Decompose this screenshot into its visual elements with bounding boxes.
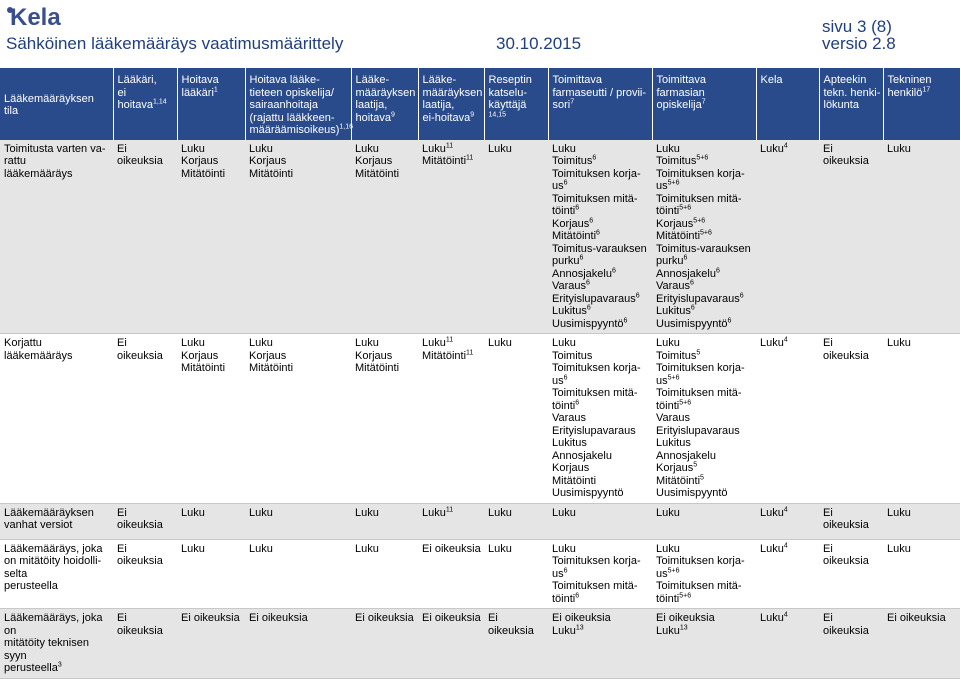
table-cell: Luku (883, 140, 960, 334)
table-cell: Luku Toimitus$^6$ Toimituksen korja- $us^6$ Toimituksen mitä- töinti$^6$ Korjaus$^6$ Mitätöinti$^6$ Toimitus-varauksen purku$^6$ Annosjakelu$^6$ Varaus$^6$ Erityislupavaraus$^6$ Lukitus$^6$ Uusimispyyntö$^6$ (548, 140, 652, 334)
table-cell: Ei oikeuksia (883, 609, 960, 679)
table-row (0, 334, 960, 504)
permissions-table (0, 68, 961, 679)
table-cell: Luku Korjaus Mitätöinti (181, 337, 226, 374)
col-header-viewer: Reseptin katselu- käyttäjä $^{14,15}$ (484, 68, 548, 140)
table-cell: Luku$^{11}$ (418, 503, 484, 539)
table-cell: Luku Korjaus Mitätöinti (245, 140, 351, 334)
table-cell: Luku Toimitus Toimituksen korja- $us^6$ Toimituksen mitä- töinti$^6$ Varaus Erityislupavaraus Lukitus Annosjakelu Korjaus Mitätöinti Uusimispyyntö (552, 337, 641, 499)
table-cell: Luku (652, 503, 756, 539)
col-header-author-nontreating: Lääke- määräyksen laatija, ei-hoitava$^9$ (418, 68, 484, 140)
table-cell: Ei oikeuksia (113, 503, 177, 539)
col-header-student-nurse: Hoitava lääke- tieteen opiskelija/ sairaanhoitaja (rajattu lääkkeen- määräämisoikeus)$^{1,16}$ (245, 68, 351, 140)
table-cell: Luku (181, 542, 205, 555)
row-label: Lääkemääräys, joka on mitätöity teknisen syyn perusteella$^3$ (0, 609, 113, 679)
table-cell: Luku (887, 542, 911, 555)
logo-text: Kela (10, 4, 61, 31)
table-cell: Luku (351, 503, 418, 539)
table-cell: Luku (245, 503, 351, 539)
table-cell: Luku (488, 337, 512, 349)
table-cell: Ei oikeuksia Luku$^{13}$ (548, 609, 652, 679)
table-cell: Ei oikeuksia (819, 609, 883, 679)
table-cell: Luku Korjaus Mitätöinti (177, 140, 245, 334)
col-header-technical: Tekninen henkilö$^{17}$ (883, 68, 960, 140)
table-cell: Luku (883, 503, 960, 539)
table-cell: Luku (887, 337, 911, 349)
col-header-treating-doctor: Hoitava lääkäri$^1$ (177, 68, 245, 140)
col-header-kela: Kela (756, 68, 819, 140)
col-header-status: Lääkemääräyksen tila (0, 68, 113, 140)
table-cell: Ei oikeuksia (117, 337, 163, 362)
table-cell: Luku (355, 542, 379, 555)
table-cell: Luku Toimitus$^5$ Toimituksen korja- $us^{5+6}$ Toimituksen mitä- töinti$^{5+6}$ Varaus Erityislupavaraus Lukitus Annosjakelu Korjaus$^5$ Mitätöinti$^5$ Uusimispyyntö (656, 337, 745, 499)
table-cell: Ei oikeuksia (823, 542, 869, 567)
table-cell: Ei oikeuksia (823, 337, 869, 362)
table-cell: Luku$^4$ (760, 336, 788, 349)
table-cell: Luku$^4$ (756, 140, 819, 334)
table-cell: Ei oikeuksia (113, 609, 177, 679)
document-version: versio 2.8 (822, 34, 896, 53)
table-cell: Ei oikeuksia (117, 542, 163, 567)
table-row (0, 539, 960, 609)
table-cell: Ei oikeuksia (245, 609, 351, 679)
col-header-pharmacy-student: Toimittava farmasian opiskelija$^7$ (652, 68, 756, 140)
table-cell: Luku (177, 503, 245, 539)
col-header-author-treating: Lääke- määräyksen laatija, hoitava$^9$ (351, 68, 418, 140)
table-cell: Luku Korjaus Mitätöinti (355, 337, 400, 374)
table-cell: Luku Toimituksen korja- $us^6$ Toimituksen mitä- töinti$^6$ (552, 542, 641, 605)
row-label: Lääkemääräyksen vanhat versiot (0, 503, 113, 539)
table-cell: Luku Korjaus Mitätöinti (351, 140, 418, 334)
table-cell: Luku Toimitus$^{5+6}$ Toimituksen korja- $us^{5+6}$ Toimituksen mitä- töinti$^{5+6}$ Korjaus$^{5+6}$ Mitätöinti$^{5+6}$ Toimitus-varauksen purku$^6$ Annosjakelu$^6$ Varaus$^6$ Erityislupavaraus$^6$ Lukitus$^6$ Uusimispyyntö$^6$ (652, 140, 756, 334)
table-cell: Ei oikeuksia (418, 609, 484, 679)
row-label: Korjattu lääkemääräys (4, 337, 73, 362)
col-header-doctor-nontreating: Lääkäri, ei hoitava$^{1,14}$ (113, 68, 177, 140)
table-header-row (0, 68, 960, 140)
table-cell: Ei oikeuksia (819, 140, 883, 334)
row-label: Lääkemääräys, joka on mitätöity hoidolli- selta perusteella (4, 542, 103, 592)
col-header-pharmacy-tech: Apteekin tekn. henki- lökunta (819, 68, 883, 140)
table-cell: Ei oikeuksia (422, 542, 481, 555)
table-cell: Ei oikeuksia (819, 503, 883, 539)
table-cell: Luku Toimituksen korja- $us^{5+6}$ Toimituksen mitä- töinti$^{5+6}$ (656, 542, 745, 605)
table-cell: Ei oikeuksia (177, 609, 245, 679)
table-cell: Ei oikeuksia (351, 609, 418, 679)
col-header-pharmacist: Toimittava farmaseutti / provii- sori$^7$ (548, 68, 652, 140)
table-row (0, 609, 960, 679)
table-cell: Luku$^4$ (756, 503, 819, 539)
table-cell: Luku Korjaus Mitätöinti (249, 337, 294, 374)
table-cell: Luku (548, 503, 652, 539)
table-cell: Luku$^4$ (756, 609, 819, 679)
document-date: 30.10.2015 (496, 34, 582, 53)
table-cell: Ei oikeuksia Luku$^{13}$ (652, 609, 756, 679)
table-row (0, 140, 960, 334)
table-cell: Luku$^{11}$ Mitätöinti$^{11}$ (418, 140, 484, 334)
table-cell: Luku$^4$ (760, 541, 788, 555)
row-label: Toimitusta varten va- rattu lääkemääräys (0, 140, 113, 334)
table-cell: Luku (484, 140, 548, 334)
table-cell: Ei oikeuksia (113, 140, 177, 334)
page-number: sivu 3 (8) (822, 17, 892, 36)
table-row (0, 503, 960, 539)
table-cell: Luku (249, 542, 273, 555)
table-cell: Luku$^{11}$ Mitätöinti$^{11}$ (422, 336, 474, 362)
table-cell: Luku (484, 503, 548, 539)
document-title: Sähköinen lääkemääräys vaatimusmäärittely (6, 34, 344, 53)
table-cell: Ei oikeuksia (484, 609, 548, 679)
table-cell: Luku (488, 542, 512, 555)
